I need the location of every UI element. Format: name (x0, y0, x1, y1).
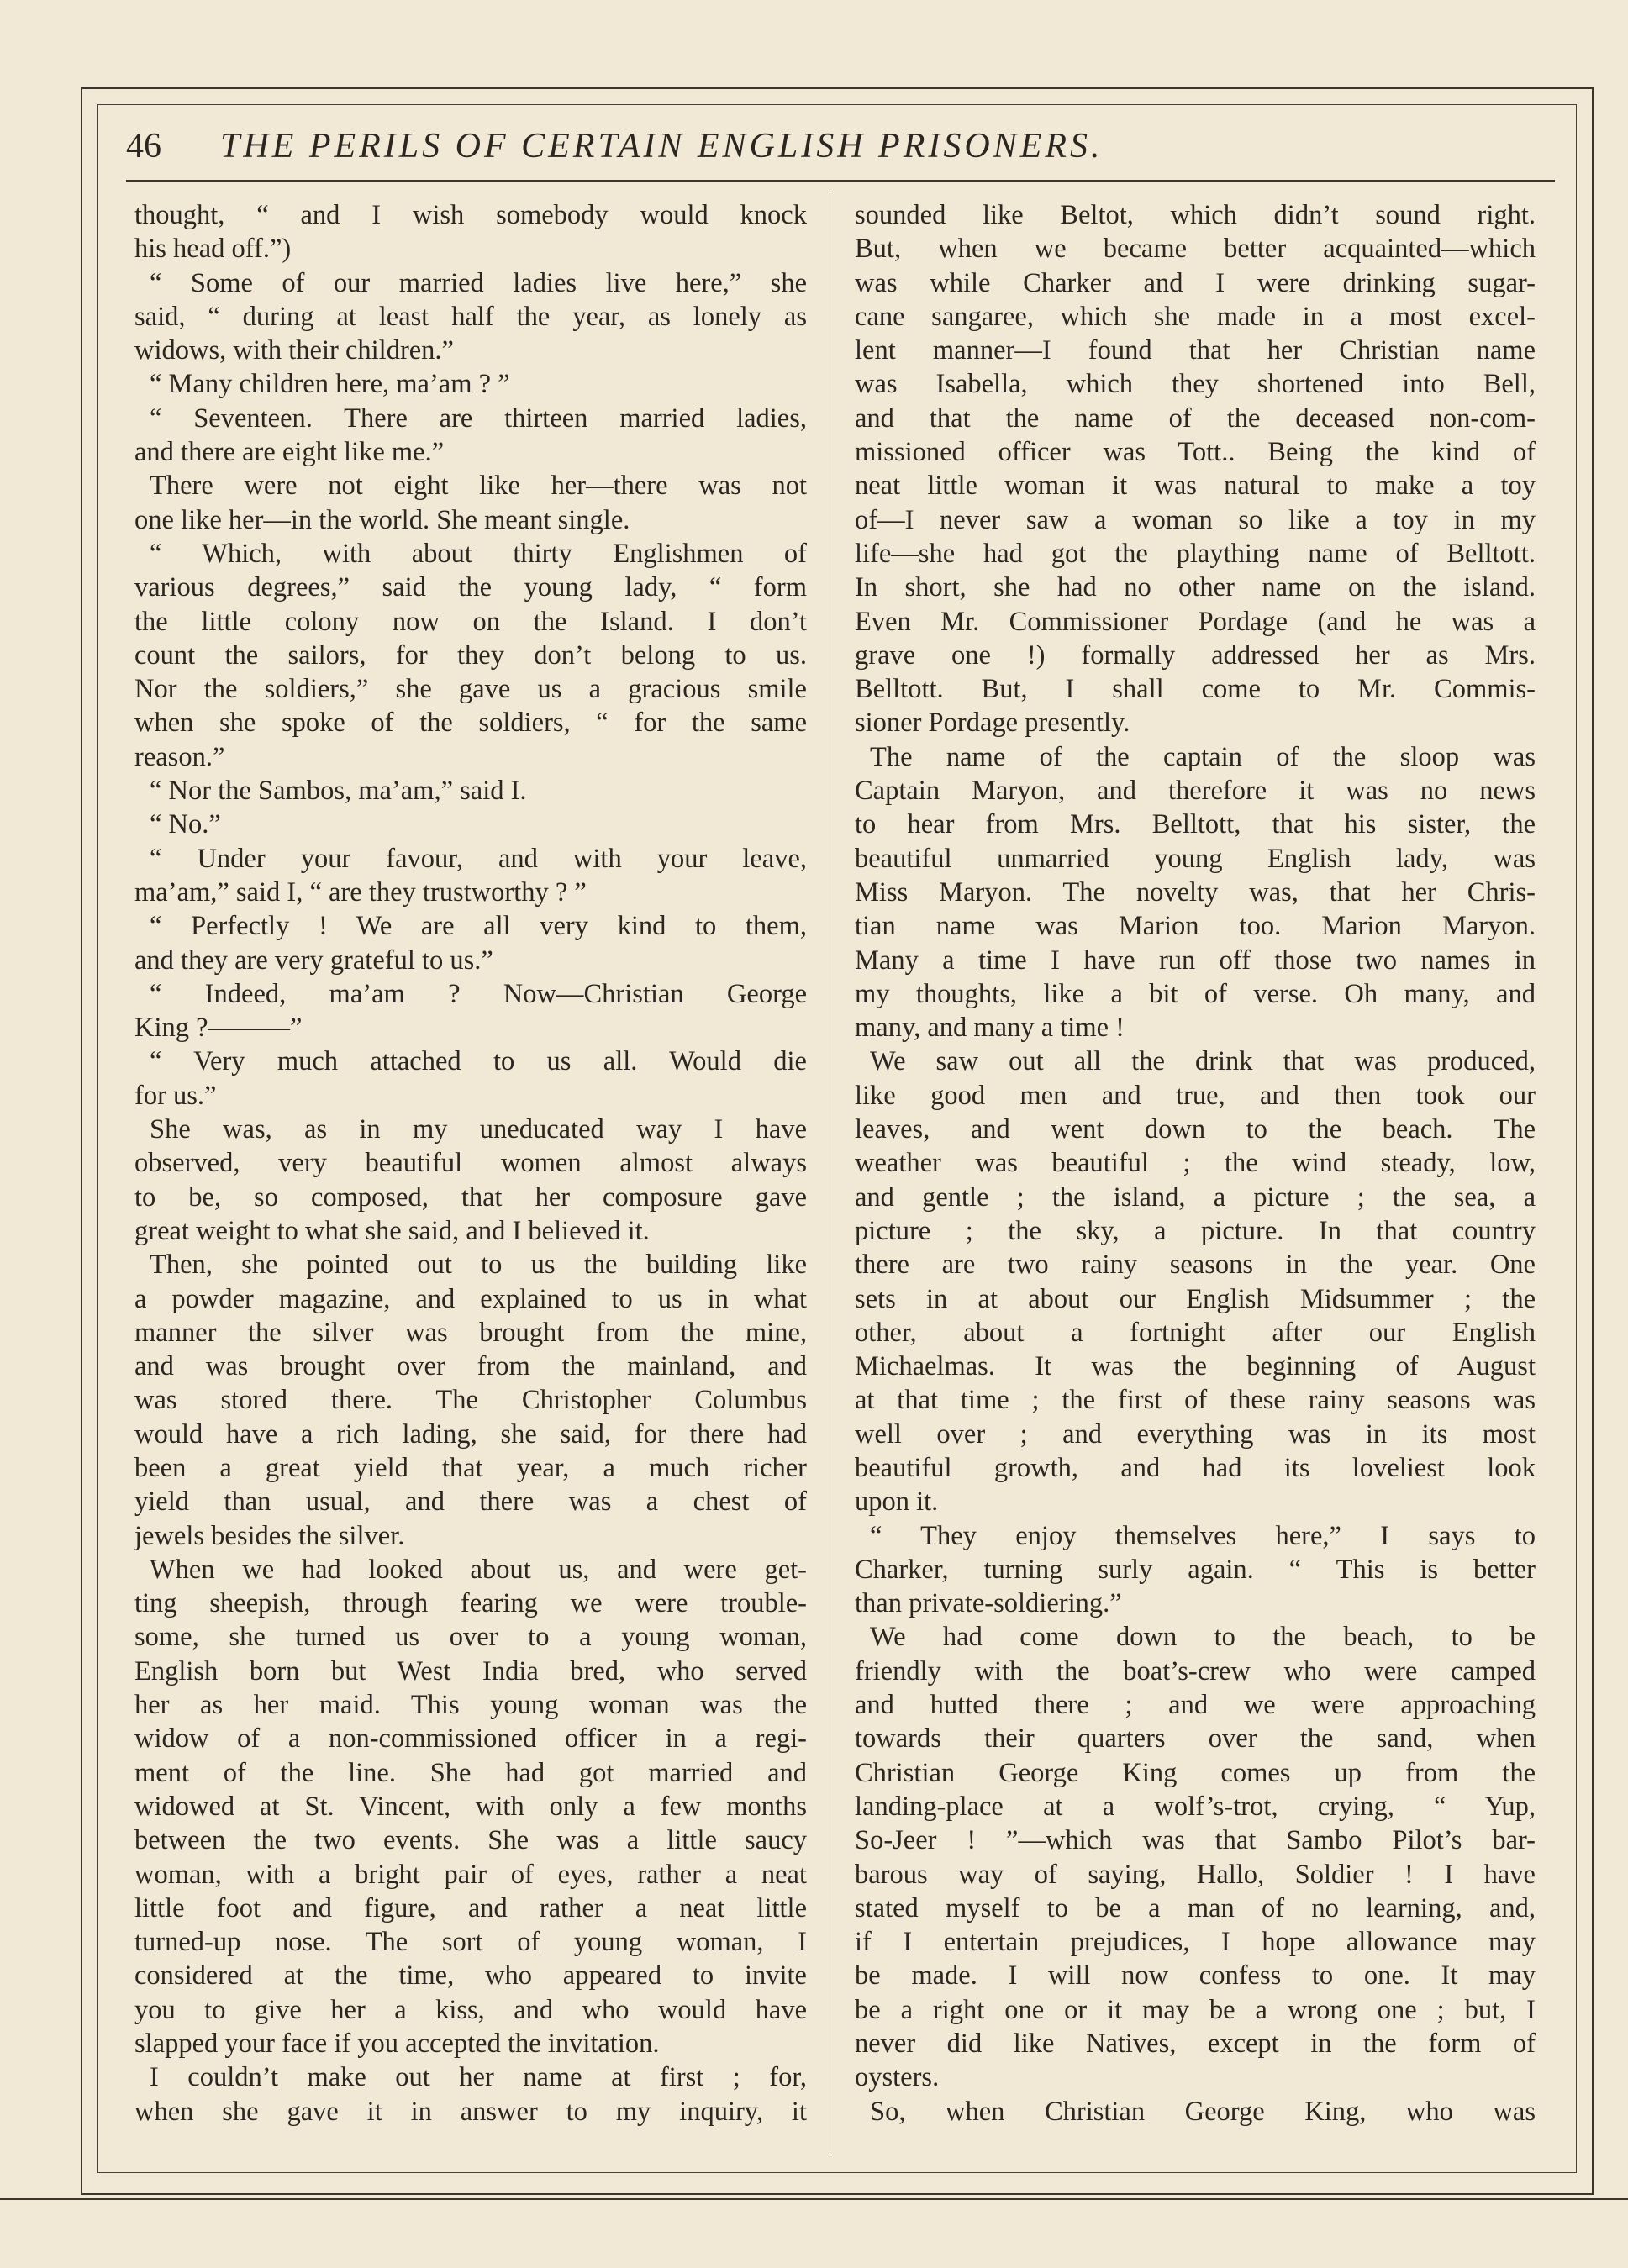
text-line: “ Many children here, ma’am ? ” (150, 369, 510, 400)
text-line: leaves, and went down to the beach. The (855, 1114, 1536, 1145)
text-line: thought, “ and I wish somebody would knock (134, 200, 807, 230)
text-line: ting sheepish, through fearing we were trouble- (134, 1588, 807, 1619)
text-line: neat little woman it was natural to make a toy (855, 471, 1536, 502)
text-line: well over ; and everything was in its most (855, 1418, 1536, 1450)
text-line: landing-place at a wolf’s-trot, crying, “ Yup, (855, 1791, 1536, 1822)
text-line: We had come down to the beach, to be (870, 1622, 1536, 1653)
right-column (855, 198, 1536, 2156)
text-line: the little colony now on the Island. I don’t (134, 606, 807, 637)
text-line: little foot and figure, and rather a neat little (134, 1892, 807, 1923)
text-line: widow of a non-commissioned officer in a regi- (134, 1723, 807, 1755)
header-rule (126, 180, 1555, 182)
text-line: ma’am,” said I, “ are they trustworthy ? ” (134, 876, 587, 908)
text-line: various degrees,” said the young lady, “ form (134, 572, 807, 603)
text-line: a powder magazine, and explained to us in what (134, 1283, 807, 1314)
text-line: beautiful unmarried young English lady, was (855, 843, 1536, 874)
text-line: There were not eight like her—there was not (150, 471, 807, 502)
text-line: tian name was Marion too. Marion Maryon. (855, 911, 1536, 942)
page-number: 46 (126, 127, 161, 166)
text-line: “ No.” (150, 809, 221, 840)
text-line: one like her—in the world. She meant single. (134, 504, 630, 535)
text-line: stated myself to be a man of no learning, and, (855, 1892, 1536, 1923)
text-line: Christian George King comes up from the (855, 1757, 1536, 1788)
text-line: and gentle ; the island, a picture ; the sea, a (855, 1181, 1536, 1213)
text-line: sounded like Beltot, which didn’t sound right. (855, 200, 1536, 230)
text-line: was Isabella, which they shortened into Bell, (855, 369, 1536, 400)
text-line: Miss Maryon. The novelty was, that her Chris- (855, 876, 1536, 908)
text-line: and there are eight like me.” (134, 437, 445, 468)
text-line: But, when we became better acquainted—which (855, 234, 1536, 265)
text-line: than private-soldiering.” (855, 1588, 1122, 1619)
text-line: some, she turned us over to a young woman, (134, 1622, 807, 1653)
text-line: manner the silver was brought from the mine, (134, 1317, 807, 1348)
text-line: life—she had got the plaything name of Belltott. (855, 538, 1536, 569)
text-line: “ Indeed, ma’am ? Now—Christian George (150, 978, 807, 1009)
text-line: and that the name of the deceased non-com- (855, 403, 1536, 434)
text-line: there are two rainy seasons in the year. One (855, 1250, 1536, 1281)
text-line: woman, with a bright pair of eyes, rather a neat (134, 1859, 807, 1890)
text-line: sioner Pordage presently. (855, 708, 1130, 739)
text-line: picture ; the sky, a picture. In that country (855, 1215, 1536, 1246)
text-line: “ They enjoy themselves here,” I says to (870, 1520, 1536, 1551)
page-header (126, 126, 1437, 176)
left-column (134, 198, 807, 2156)
text-line: upon it. (855, 1487, 939, 1518)
text-line: widowed at St. Vincent, with only a few months (134, 1791, 807, 1822)
text-line: many, and many a time ! (855, 1013, 1125, 1044)
text-line: be made. I will now confess to one. It may (855, 1960, 1536, 1992)
text-line: Michaelmas. It was the beginning of August (855, 1351, 1536, 1382)
text-line: cane sangaree, which she made in a most excel- (855, 301, 1536, 332)
text-line: been a great yield that year, a much richer (134, 1452, 807, 1483)
text-line: would have a rich lading, she said, for there had (134, 1418, 807, 1450)
text-line: So-Jeer ! ”—which was that Sambo Pilot’s bar- (855, 1825, 1536, 1856)
text-line: you to give her a kiss, and who would have (134, 1994, 807, 2025)
text-line: when she gave it in answer to my inquiry, it (134, 2096, 807, 2127)
text-line: observed, very beautiful women almost always (134, 1148, 807, 1179)
bottom-rule (0, 2198, 1628, 2200)
text-line: and was brought over from the mainland, and (134, 1351, 807, 1382)
text-line: and they are very grateful to us.” (134, 945, 493, 976)
text-line: We saw out all the drink that was produced, (870, 1046, 1536, 1077)
text-line: to be, so composed, that her composure gave (134, 1181, 807, 1213)
text-line: Nor the soldiers,” she gave us a gracious smile (134, 674, 807, 705)
text-line: barous way of saying, Hallo, Soldier ! I have (855, 1859, 1536, 1890)
text-line: and hutted there ; and we were approaching (855, 1690, 1536, 1721)
text-line: She was, as in my uneducated way I have (150, 1114, 807, 1145)
text-line: Even Mr. Commissioner Pordage (and he was a (855, 606, 1536, 637)
text-line: When we had looked about us, and were get- (150, 1554, 807, 1585)
text-line: ment of the line. She had got married and (134, 1757, 807, 1788)
text-line: of—I never saw a woman so like a toy in my (855, 504, 1536, 535)
text-line: “ Perfectly ! We are all very kind to them, (150, 911, 807, 942)
text-line: count the sailors, for they don’t belong to us. (134, 639, 807, 671)
text-line: widows, with their children.” (134, 335, 454, 366)
text-line: his head off.”) (134, 234, 292, 265)
text-line: said, “ during at least half the year, as lonely as (134, 301, 807, 332)
text-line: oysters. (855, 2062, 940, 2093)
text-line: The name of the captain of the sloop was (870, 741, 1536, 772)
text-line: lent manner—I found that her Christian name (855, 335, 1536, 366)
text-line: King ?———” (134, 1013, 303, 1044)
text-line: English born but West India bred, who served (134, 1655, 807, 1687)
text-line: for us.” (134, 1080, 217, 1111)
text-line: at that time ; the first of these rainy seasons was (855, 1385, 1536, 1416)
text-line: sets in at about our English Midsummer ; the (855, 1283, 1536, 1314)
text-line: considered at the time, who appeared to invite (134, 1960, 807, 1992)
text-line: other, about a fortnight after our English (855, 1317, 1536, 1348)
text-line: grave one !) formally addressed her as Mrs. (855, 639, 1536, 671)
text-line: weather was beautiful ; the wind steady, low, (855, 1148, 1536, 1179)
text-line: missioned officer was Tott.. Being the kind of (855, 437, 1536, 468)
text-line: “ Under your favour, and with your leave, (150, 843, 807, 874)
text-line: to hear from Mrs. Belltott, that his sister, the (855, 809, 1536, 840)
text-line: jewels besides the silver. (134, 1520, 405, 1551)
running-title: THE PERILS OF CERTAIN ENGLISH PRISONERS. (220, 127, 1104, 166)
text-line: turned-up nose. The sort of young woman, I (134, 1927, 807, 1958)
text-line: never did like Natives, except in the form of (855, 2029, 1536, 2060)
text-line: when she spoke of the soldiers, “ for the same (134, 708, 807, 739)
text-line: beautiful growth, and had its loveliest look (855, 1452, 1536, 1483)
text-line: “ Nor the Sambos, ma’am,” said I. (150, 776, 527, 807)
text-line: Then, she pointed out to us the building like (150, 1250, 807, 1281)
text-line: great weight to what she said, and I believed it. (134, 1215, 650, 1246)
text-line: Charker, turning surly again. “ This is better (855, 1554, 1536, 1585)
text-line: I couldn’t make out her name at first ; for, (150, 2062, 807, 2093)
text-line: my thoughts, like a bit of verse. Oh many, and (855, 978, 1536, 1009)
text-line: between the two events. She was a little saucy (134, 1825, 807, 1856)
text-line: “ Seventeen. There are thirteen married ladies, (150, 403, 807, 434)
text-line: In short, she had no other name on the island. (855, 572, 1536, 603)
text-line: Captain Maryon, and therefore it was no news (855, 776, 1536, 807)
text-line: towards their quarters over the sand, when (855, 1723, 1536, 1755)
text-line: “ Very much attached to us all. Would die (150, 1046, 807, 1077)
text-line: “ Which, with about thirty Englishmen of (150, 538, 807, 569)
text-line: was while Charker and I were drinking sugar- (855, 267, 1536, 298)
text-line: if I entertain prejudices, I hope allowance may (855, 1927, 1536, 1958)
text-line: reason.” (134, 741, 225, 772)
text-line: friendly with the boat’s-crew who were camped (855, 1655, 1536, 1687)
text-line: Many a time I have run off those two names in (855, 945, 1536, 976)
text-line: was stored there. The Christopher Columbus (134, 1385, 807, 1416)
text-line: “ Some of our married ladies live here,” she (150, 267, 807, 298)
text-line: yield than usual, and there was a chest of (134, 1487, 807, 1518)
text-line: slapped your face if you accepted the invitation. (134, 2029, 660, 2060)
text-line: her as her maid. This young woman was the (134, 1690, 807, 1721)
text-line: be a right one or it may be a wrong one ; but, I (855, 1994, 1536, 2025)
text-line: Belltott. But, I shall come to Mr. Commis- (855, 674, 1536, 705)
text-line: like good men and true, and then took our (855, 1080, 1536, 1111)
text-line: So, when Christian George King, who was (870, 2096, 1536, 2127)
